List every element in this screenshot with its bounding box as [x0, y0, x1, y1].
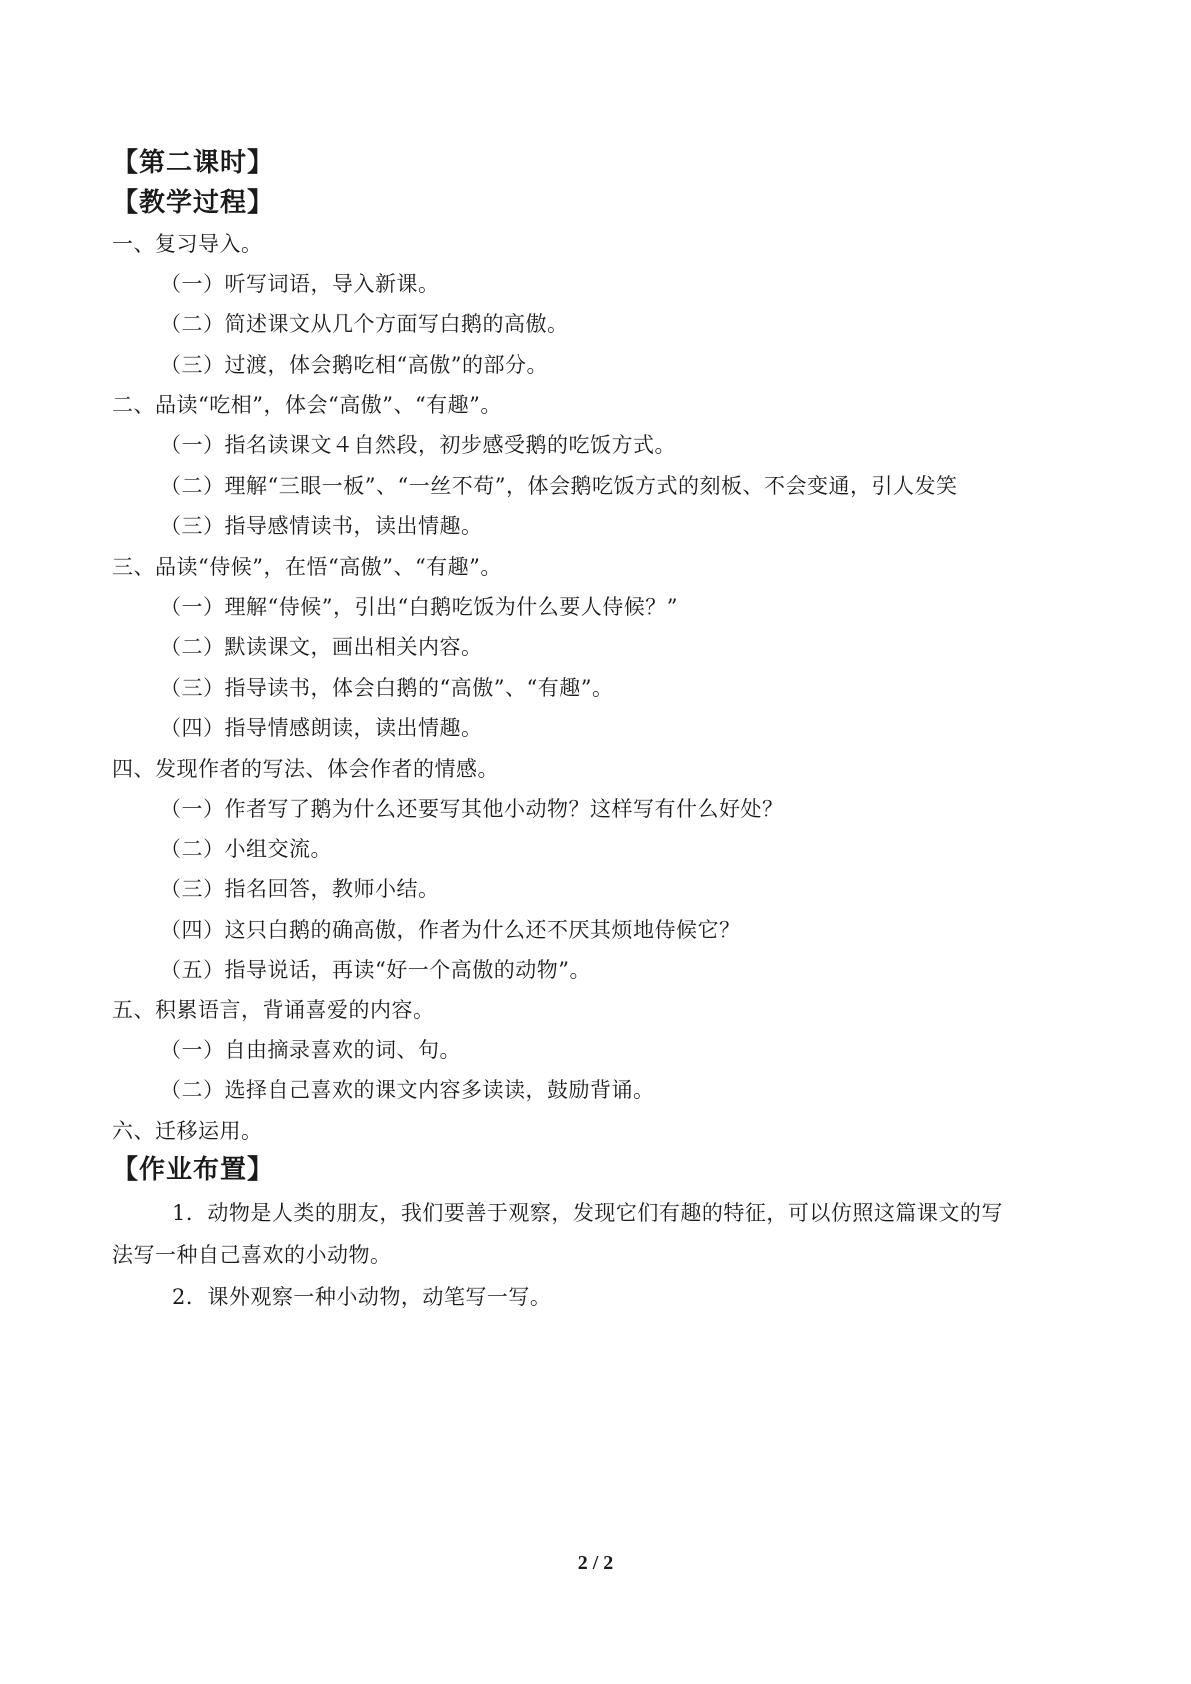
section-title: 四、发现作者的写法、体会作者的情感。 [112, 757, 499, 781]
homework-heading: 【作业布置】 [112, 1155, 275, 1185]
section-item: （二）选择自己喜欢的课文内容多读读，鼓励背诵。 [160, 1078, 655, 1102]
section-item: （一）理解“侍候”，引出“白鹅吃饭为什么要人侍候？” [160, 595, 678, 619]
section-title: 三、品读“侍候”，在悟“高傲”、“有趣”。 [112, 555, 502, 579]
section-item: （二）默读课文，画出相关内容。 [160, 635, 483, 659]
section-item: （五）指导说话，再读“好一个高傲的动物”。 [160, 958, 591, 982]
section-item: （一）指名读课文４自然段，初步感受鹅的吃饭方式。 [160, 433, 676, 457]
section-item: （三）指名回答，教师小结。 [160, 877, 440, 901]
section-item: （一）听写词语，导入新课。 [160, 272, 440, 296]
section-item: （一）自由摘录喜欢的词、句。 [160, 1038, 461, 1062]
section-item: （二）小组交流。 [160, 837, 332, 861]
section-title: 二、品读“吃相”，体会“高傲”、“有趣”。 [112, 393, 502, 417]
section-item: （四）指导情感朗读，读出情趣。 [160, 716, 483, 740]
section-item: （二）理解“三眼一板”、“一丝不苟”，体会鹅吃饭方式的刻板、不会变通，引人发笑 [160, 474, 958, 498]
section-title: 六、迁移运用。 [112, 1119, 263, 1143]
process-heading: 【教学过程】 [112, 188, 275, 218]
section-title: 五、积累语言，背诵喜爱的内容。 [112, 998, 435, 1022]
section-item: （一）作者写了鹅为什么还要写其他小动物？这样写有什么好处？ [160, 797, 784, 821]
section-item: （二）简述课文从几个方面写白鹅的高傲。 [160, 312, 569, 336]
section-item: （三）过渡，体会鹅吃相“高傲”的部分。 [160, 353, 548, 377]
section-item: （三）指导读书，体会白鹅的“高傲”、“有趣”。 [160, 676, 614, 700]
section-title: 一、复习导入。 [112, 232, 263, 256]
homework-item-1: 1．动物是人类的朋友，我们要善于观察，发现它们有趣的特征，可以仿照这篇课文的写 [172, 1201, 1003, 1225]
lesson-heading: 【第二课时】 [112, 148, 275, 178]
homework-item-1-continued: 法写一种自己喜欢的小动物。 [112, 1243, 392, 1267]
section-item: （四）这只白鹅的确高傲，作者为什么还不厌其烦地侍候它？ [160, 918, 741, 942]
homework-item-2: 2．课外观察一种小动物，动笔写一写。 [172, 1285, 552, 1309]
section-item: （三）指导感情读书，读出情趣。 [160, 514, 483, 538]
page-number: 2 / 2 [577, 1552, 614, 1574]
